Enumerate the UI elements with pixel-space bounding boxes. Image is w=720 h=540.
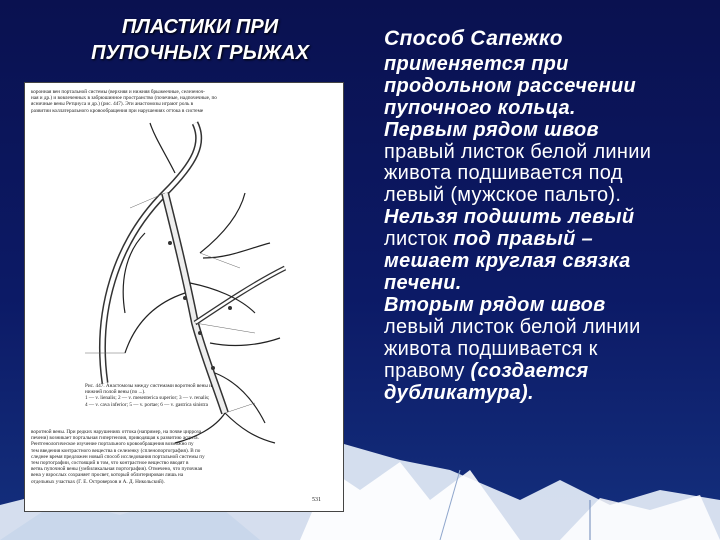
body-line — [384, 317, 704, 339]
body-line — [384, 229, 704, 251]
scan-text-line: ветвь пупочной вены (умбиликальная портография). Отмечено, что пупочная — [31, 466, 203, 473]
body-line — [384, 295, 704, 317]
body-line-segment: мешает круглая связка — [384, 250, 631, 273]
body-line-segment: применяется при — [384, 52, 569, 75]
body-line — [384, 251, 704, 273]
scan-text-line: 4 — v. cava inferior; 5 — v. portae; 6 — v. gastrica sinistra — [85, 401, 208, 408]
body-line-segment: правому — [384, 359, 471, 382]
title-line-1: ПЛАСТИКИ ПРИ — [121, 16, 279, 38]
scan-text-line: 1 — v. lienalis; 2 — v. mesenterica superior; 3 — v. renalis; — [85, 395, 210, 402]
slide-title — [40, 14, 360, 66]
scan-text-line: развитии коллатерального кровообращения при нарушениях оттока в системе — [31, 107, 204, 114]
scan-text-line: ная и др.) и вовлеченных в забрюшинное пространство (почечные, надпочечные, по — [31, 95, 217, 102]
scan-text-line: отдельных участках (Г. Е. Островерхов и А. Д. Никольский). — [31, 478, 165, 485]
body-line — [384, 54, 704, 76]
body-line — [384, 163, 704, 185]
method-heading: Способ Сапежко — [384, 27, 563, 50]
body-line-segment: правый листок белой линии — [384, 140, 652, 163]
slide-body-text — [384, 28, 704, 404]
body-line-segment: под правый – — [453, 228, 593, 251]
body-line — [384, 142, 704, 164]
body-line — [384, 98, 704, 120]
body-line-segment: Вторым рядом швов — [384, 293, 606, 316]
scan-text-line: нижней полой вены (по ...). — [85, 389, 146, 396]
body-line-segment: Первым рядом швов — [384, 118, 599, 141]
scan-figure-caption — [85, 383, 285, 408]
scan-text-line: тем портографии, состоящий в том, что контрастное вещество вводят в — [31, 460, 189, 467]
body-line-segment: продольном рассечении — [384, 74, 637, 97]
scan-text-line: Рентгенологическое изучение портального кровообращения возможно пу — [31, 441, 194, 448]
scan-text-line: следнее время предложен новый способ исследования портальной системы пу — [31, 453, 205, 460]
body-line — [384, 76, 704, 98]
body-line-segment: дубликатура). — [384, 381, 534, 404]
body-line-segment: (создается — [470, 359, 589, 382]
textbook-scan-figure — [24, 82, 344, 512]
scan-text-line: вена у взрослых сохраняет просвет, который облитерирован лишь на — [31, 472, 184, 479]
scan-page-number: 531 — [312, 497, 321, 503]
body-line — [384, 273, 704, 295]
body-line-segment: левый (мужское пальто). — [384, 184, 622, 207]
scan-text-line: воротной вены. При редких нарушениях оттока (например, на почве цирроза — [31, 429, 202, 435]
body-line — [384, 361, 704, 383]
body-line-segment: печени. — [384, 271, 462, 294]
body-line — [384, 120, 704, 142]
body-line-segment: листок — [384, 228, 454, 251]
body-line-segment: левый листок белой линии — [384, 315, 641, 338]
body-line — [384, 185, 704, 207]
scan-text-line: ясничные вены Ретциуса и др.) (рис. 447). Эти анастомозы играют роль в — [31, 101, 194, 108]
title-line-2: ПУПОЧНЫХ ГРЫЖАХ — [91, 42, 309, 64]
scan-text-line: Рис. 447. Анастомозы между системами воротной вены и — [85, 383, 212, 389]
body-line — [384, 383, 704, 405]
body-line — [384, 207, 704, 229]
body-line-segment: живота подшивается под — [384, 162, 623, 185]
body-line-segment: Нельзя подшить левый — [384, 206, 635, 229]
scan-bottom-paragraph — [31, 429, 337, 485]
scan-text-line: тем введения контрастного вещества в селезенку (спленопортография). В по — [31, 447, 201, 454]
body-line — [384, 339, 704, 361]
scan-text-line: коронная вен портальной системы (верхняя и нижняя брыжеечные, селезеноч- — [31, 89, 205, 95]
body-lines — [384, 54, 704, 405]
scan-text-line: печени) возникает портальная гипертензия, приводящая к развитию асцита. — [31, 435, 199, 442]
body-line-segment: живота подшивается к — [384, 337, 598, 360]
body-line-segment: пупочного кольца. — [384, 96, 576, 119]
